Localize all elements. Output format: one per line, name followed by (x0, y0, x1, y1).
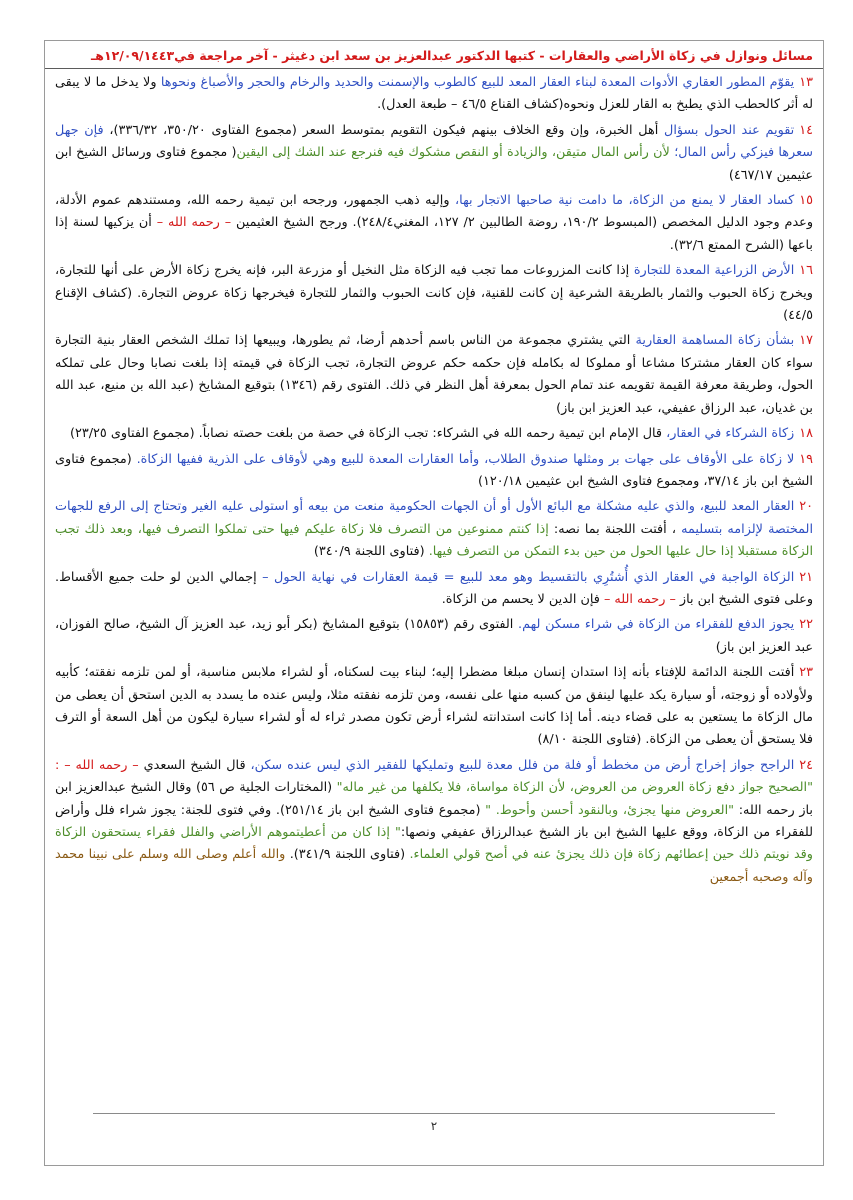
item-text-segment: بشأن زكاة المساهمة العقارية (635, 333, 795, 349)
item-text-segment: يجوز الدفع للفقراء من الزكاة في شراء مسكن لهم. (518, 617, 795, 633)
list-item (55, 260, 813, 327)
footer-divider (93, 1113, 775, 1114)
item-text-segment: فإن جهل سعرها فيزكي رأس المال؛ (55, 122, 813, 161)
item-text-segment: أن يزكيها لسنة إذا باعها (الشرح الممتع ٣٢/٦). (55, 215, 813, 253)
item-text-segment: كساد العقار لا يمنع من الزكاة، ما دامت نية صاحبها الاتجار بها، (455, 193, 795, 209)
item-number: ٢١ (799, 569, 813, 585)
item-text-segment: الزكاة الواجبة في العقار الذي أُشتُرِي بالتقسيط وهو معد للبيع = قيمة العقارات في نهاية الحول – (262, 569, 795, 585)
item-text-segment: أفتت اللجنة الدائمة للإفتاء بأنه إذا استدان إنسان مبلغا مضطرا إليه؛ لبناء بيت لسكناه، أو لشراء ملابس مناسبة، أو لمن تلزمه نفقته؛ كأبيه ولأولاده أو زوجته، أو سيارة يكد عليها لينفق من كسبه منها على نفسه، ومن تلزمه نفقته مثلا، وليس عنده ما يسدد به الدين استحق أن يعطى من مال الزكاة ما يستعين به على قضاء دينه. أما إذا كانت استدانته لشراء أرض تكون مصدر ثراء له أو لشراء سيارة ليكون من أهل السعة أو الترف فلا يستحق أن يعطى من الزكاة. (فتاوى اللجنة ٨/١٠) (55, 665, 813, 748)
item-text-segment: (فتاوى اللجنة ٣٤١/٩). (285, 847, 410, 863)
list-item (55, 662, 813, 752)
list-item (55, 755, 813, 889)
item-number: ١٤ (799, 122, 813, 138)
item-text-segment: إذا كانت المزروعات مما تجب فيه الزكاة مثل النخيل أو مزرعة البر، فإنه يخرج زكاة الأرض على أنها للتجارة، ويخرج زكاة الحبوب والثمار بالطريقة الشرعية إن كانت للقنية، فإن كانت الحبوب والثمار للتجارة فيخرجها زكاة عروض التجارة. (كشاف الإقناع ٤٤/٥) (55, 263, 813, 324)
item-text-segment: الراجح جواز إخراج أرض من مخطط أو فلة من فلل معدة للبيع وتمليكها للفقير الذي ليس عنده سكن، (250, 757, 795, 773)
item-text-segment: الأرض الزراعية المعدة للتجارة (633, 263, 795, 279)
item-text-segment: (فتاوى اللجنة ٣٤٠/٩) (313, 544, 429, 560)
item-text-segment: لأن رأس المال متيقن، والزيادة أو النقص مشكوك فيه فنرجع عند الشك إلى اليقين (236, 145, 675, 161)
item-text-segment: ( مجموع فتاوى ورسائل الشيخ ابن عثيمين ٤٦٧/١٧) (55, 145, 813, 183)
page-number: ٢ (430, 1119, 438, 1133)
item-text-segment: والله أعلم وصلى الله وسلم على نبينا محمد وآله وصحبه أجمعين (55, 847, 813, 885)
item-text-segment: التي يشتري مجموعة من الناس باسم أحدهم أرضا، ثم يطورها، ويبيعها إذا تملك الشخص العقار بنية التجارة سواء كان العقار مشتركا مشاعا أو مملوكا له بكامله فإن حكمه حكم عروض التجارة، تجب الزكاة في قيمته إذا بلغت نصابا وحال على تملكه الحول، وطريقة معرفة القيمة تقويمه عند تمام الحول بمعرفة أهل النظر في ذلك. الفتوى رقم (١٣٤٦) بتوقيع المشايخ (عبد الله بن منيع، عبد الله بن غديان، عبد الرزاق عفيفي، عبد العزيز ابن باز) (55, 333, 813, 416)
item-text-segment: لا زكاة على الأوقاف على جهات بر ومثلها صندوق الطلاب، وأما العقارات المعدة للبيع وهي لأوقاف على الذرية ففيها الزكاة. (136, 451, 795, 467)
item-number: ١٣ (799, 75, 813, 90)
list-item (55, 614, 813, 659)
item-text-segment: زكاة الشركاء في العقار، (666, 426, 795, 442)
item-text-segment: – رحمه الله – (156, 215, 232, 231)
item-text-segment: "الصحيح جواز دفع زكاة العروض من العروض، لأن الزكاة مواساة، فلا يكلفها من غير ماله" (336, 780, 813, 796)
item-text-segment: ، أفتت اللجنة بما نصه: (548, 521, 682, 537)
item-text-segment: إجمالي الدين لو حلت جميع الأقساط. وعلى فتوى الشيخ ابن باز (55, 569, 813, 607)
item-number: ١٨ (799, 426, 813, 442)
item-text-segment: تقويم عند الحول بسؤال (664, 122, 795, 138)
item-text-segment: "العروض منها يجزئ، وبالنقود أحسن وأحوط. " (485, 802, 739, 818)
item-text-segment: (المختارات الجلية ص ٥٦) وقال الشيخ عبدالعزيز ابن باز رحمه الله: (55, 780, 813, 818)
item-text-segment: – رحمه الله – (603, 591, 676, 607)
item-text-segment: " إذا كان من أعطيتموهم الأراضي والفلل فقراء يستحقون الزكاة وقد نويتم ذلك حين إعطائهم زكاة فإن ذلك يجزئ عنه في أصح قولي العلماء. (55, 825, 813, 863)
item-number: ٢٣ (799, 665, 813, 681)
list-item (55, 423, 813, 445)
item-text-segment: ولا يدخل ما لا يبقى له أثر كالحطب الذي يطبخ به القار للعزل ونحوه(كشاف القناع ٤٦/٥ – طبعة العدل). (55, 75, 813, 113)
page-header: مسائل ونوازل في زكاة الأراضي والعقارات - كتبها الدكتور عبدالعزيز بن سعد ابن دغيثر - آخر مراجعة في١٢/٠٩/١٤٤٣هـ (91, 48, 813, 63)
item-text-segment: – رحمه الله – : (55, 757, 139, 773)
header-divider (45, 68, 823, 69)
list-item (55, 190, 813, 257)
item-number: ٢٢ (799, 617, 813, 633)
item-text-segment: الفتوى رقم (١٥٨٥٣) بتوقيع المشايخ (بكر أبو زيد، عبد العزيز آل الشيخ، صالح الفوزان، عبد العزيز ابن باز) (55, 617, 813, 655)
document-body (55, 72, 813, 1109)
list-item (55, 449, 813, 494)
item-text-segment: إذا كنتم ممنوعين من التصرف فلا زكاة عليكم فيها حتى تملكوا التصرف فيها، وبعد ذلك تجب الزكاة مستقبلا إذا حال عليها الحول من حين بدء التمكن من التصرف فيها. (55, 521, 813, 560)
item-text-segment: أهل الخبرة، وإن وقع الخلاف بينهم فيكون التقويم بمتوسط السعر (مجموع الفتاوى ٣٥٠/٢٠، ٣٣٦/٣٢)، (103, 122, 665, 138)
item-number: ١٦ (799, 263, 813, 279)
item-text-segment: (مجموع فتاوى الشيخ ابن باز ٣٧/١٤، ومجموع فتاوى الشيخ ابن عثيمين ١٢٠/١٨) (55, 451, 813, 489)
page-frame (44, 40, 824, 1166)
item-text-segment: وإليه ذهب الجمهور، ورجحه ابن تيمية رحمه الله، ومستندهم عموم الأدلة، وعدم وجود الدليل المخصص (المبسوط ١٩٠/٢، روضة الطالبين ٢/ ١٢٧، المغني٢٤٨/٤). ورجح الشيخ العثيمين (55, 193, 813, 231)
item-text-segment: فإن الدين لا يحسم من الزكاة. (441, 591, 604, 607)
item-number: ٢٤ (799, 757, 813, 773)
item-text-segment: قال الإمام ابن تيمية رحمه الله في الشركاء: تجب الزكاة في حصة من بلغت حصته نصاباً. (مجموع الفتاوى ٢٣/٢٥) (70, 426, 667, 442)
item-text-segment: العقار المعد للبيع، والذي عليه مشكلة مع البائع الأول أو أن الجهات الحكومية منعت من بيعه أو استولى عليه الغير وتحتاج إلى الرفع للجهات المختصة لإلزامه بتسليمه (55, 499, 813, 537)
list-item (55, 72, 813, 117)
item-text-segment: قال الشيخ السعدي (138, 757, 251, 773)
item-number: ١٥ (799, 193, 813, 209)
list-item (55, 120, 813, 187)
item-text-segment: يقوّم المطور العقاري الأدوات المعدة لبناء العقار المعد للبيع كالطوب والإسمنت والحديد والرخام والحجر والأصباغ ونحوها (160, 75, 795, 90)
item-number: ١٩ (799, 451, 813, 467)
list-item (55, 567, 813, 612)
item-number: ١٧ (799, 333, 813, 349)
item-text-segment: (مجموع فتاوى الشيخ ابن باز ٢٥١/١٤). وفي فتوى للجنة: يجوز شراء فلل وأراض للفقراء من الزكاة، ووقع عليها الشيخ ابن باز الشيخ عبدالرزاق عفيفي ونصها: (55, 802, 813, 840)
item-number: ٢٠ (799, 499, 813, 515)
list-item (55, 496, 813, 563)
list-item (55, 330, 813, 420)
